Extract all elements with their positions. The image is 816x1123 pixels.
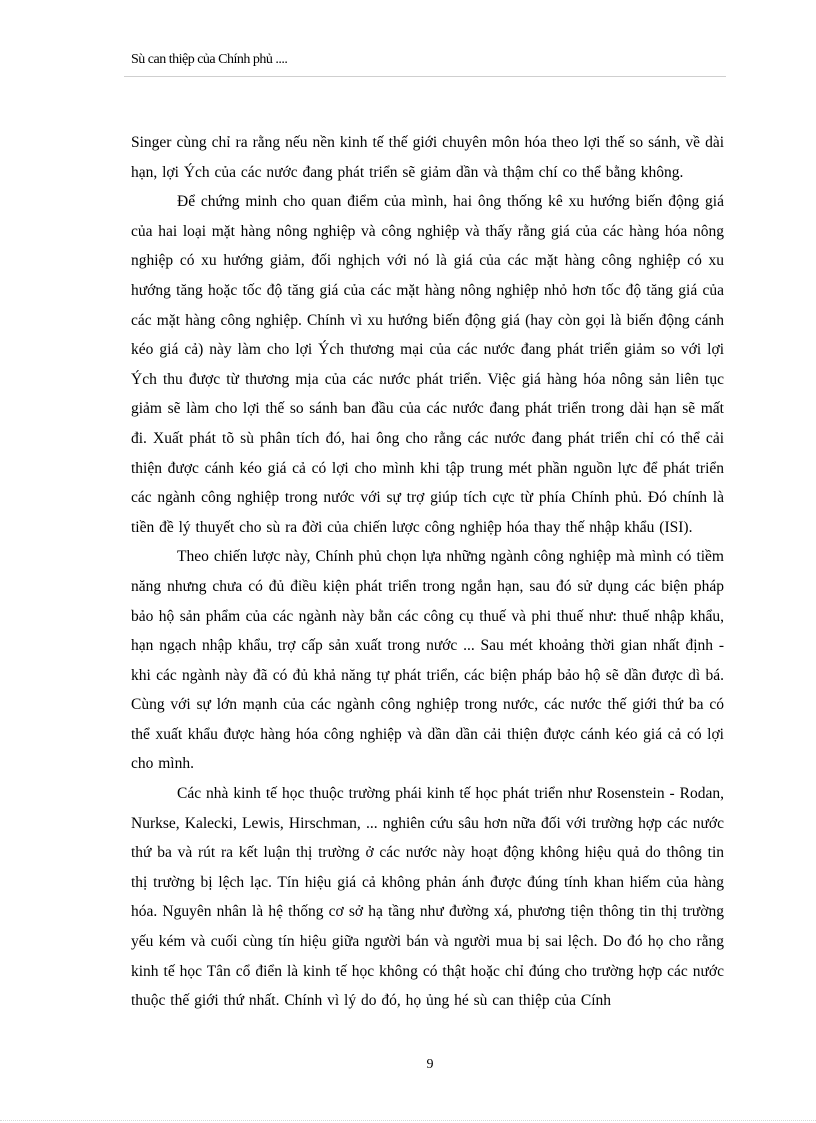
page-number: 9 xyxy=(426,1057,434,1072)
body-text xyxy=(131,128,724,1016)
paragraph-3: Theo chiến lược này, Chính phủ chọn lựa những ngành công nghiệp mà mình có tiềm năng nhưng chưa có đủ điều kiện phát triển trong ngắn hạn, sau đó sử dụng các biện pháp bảo hộ sản phẩm của các ngành này bằn các công cụ thuế và phi thuế như: thuế nhập khẩu, hạn ngạch nhập khẩu, trợ cấp sản xuất trong nước ... Sau mét khoảng thời gian nhất định - khi các ngành này đã có đủ khả năng tự phát triển, các biện pháp bảo hộ sẽ dần được dì bá. Cùng với sự lớn mạnh của các ngành công nghiệp trong nước, các nước thế giới thứ ba có thể xuất khẩu được hàng hóa công nghiệp và dần dần cải thiện được cánh kéo giá cả có lợi cho mình. xyxy=(131,548,724,773)
header-divider xyxy=(124,76,726,77)
paragraph-1: Singer cùng chỉ ra rằng nếu nền kinh tế thế giới chuyên môn hóa theo lợi thế so sánh, về dài hạn, lợi Ých của các nước đang phát triển sẽ giảm dần và thậm chí co thể bằng không. xyxy=(131,134,724,181)
paragraph-4: Các nhà kinh tế học thuộc trường phái kinh tế học phát triển như Rosenstein - Rodan, Nurkse, Kalecki, Lewis, Hirschman, ... nghiên cứu sâu hơn nữa đối với trường hợp các nước thứ ba và rút ra kết luận thị trường ở các nước này hoạt động không hiệu quả do thông tin thị trường bị lệch lạc. Tín hiệu giá cả không phản ánh được đúng tính khan hiếm của hàng hóa. Nguyên nhân là hệ thống cơ sở hạ tầng như đường xá, phương tiện thông tin thị trường yếu kém và cuối cùng tín hiệu giữa người bán và người mua bị sai lệch. Do đó họ cho rằng kinh tế học Tân cổ điển là kinh tế học không có thật hoặc chỉ đúng cho trường hợp các nước thuộc thế giới thứ nhất. Chính vì lý do đó, họ ủng hé sù can thiệp của Cính xyxy=(131,785,724,1010)
paragraph-2: Để chứng minh cho quan điểm của mình, hai ông thống kê xu hướng biến động giá của hai loại mặt hàng nông nghiệp và công nghiệp và thấy rằng giá của các hàng hóa nông nghiệp có xu hướng giảm, đối nghịch với nó là giá của các mặt hàng công nghiệp có xu hướng tăng hoặc tốc độ tăng giá của các mặt hàng nông nghiệp nhỏ hơn tốc độ tăng giá của các mặt hàng công nghiệp. Chính vì xu hướng biến động giá (hay còn gọi là biến động cánh kéo giá cả) này làm cho lợi Ých thương mại của các nước đang phát triển giảm so với lợi Ých thu được từ thương mịa của các nước phát triển. Việc giá hàng hóa nông sản liên tục giảm sẽ làm cho lợi thế so sánh ban đầu của các nước đang phát triển trong dài hạn sẽ mất đi. Xuất phát tõ sù phân tích đó, hai ông cho rằng các nước đang phát triển chỉ có thể cải thiện được cánh kéo giá cả có lợi cho mình khi tập trung mét phần nguồn lực để phát triển các ngành công nghiệp trong nước với sự trợ giúp tích cực từ phía Chính phủ. Đó chính là tiền đề lý thuyết cho sù ra đời của chiến lược công nghiệp hóa thay thế nhập khẩu (ISI). xyxy=(131,193,724,536)
page-bottom-edge xyxy=(0,1120,816,1121)
running-header: Sù can thiệp của Chính phủ .... xyxy=(131,52,288,67)
